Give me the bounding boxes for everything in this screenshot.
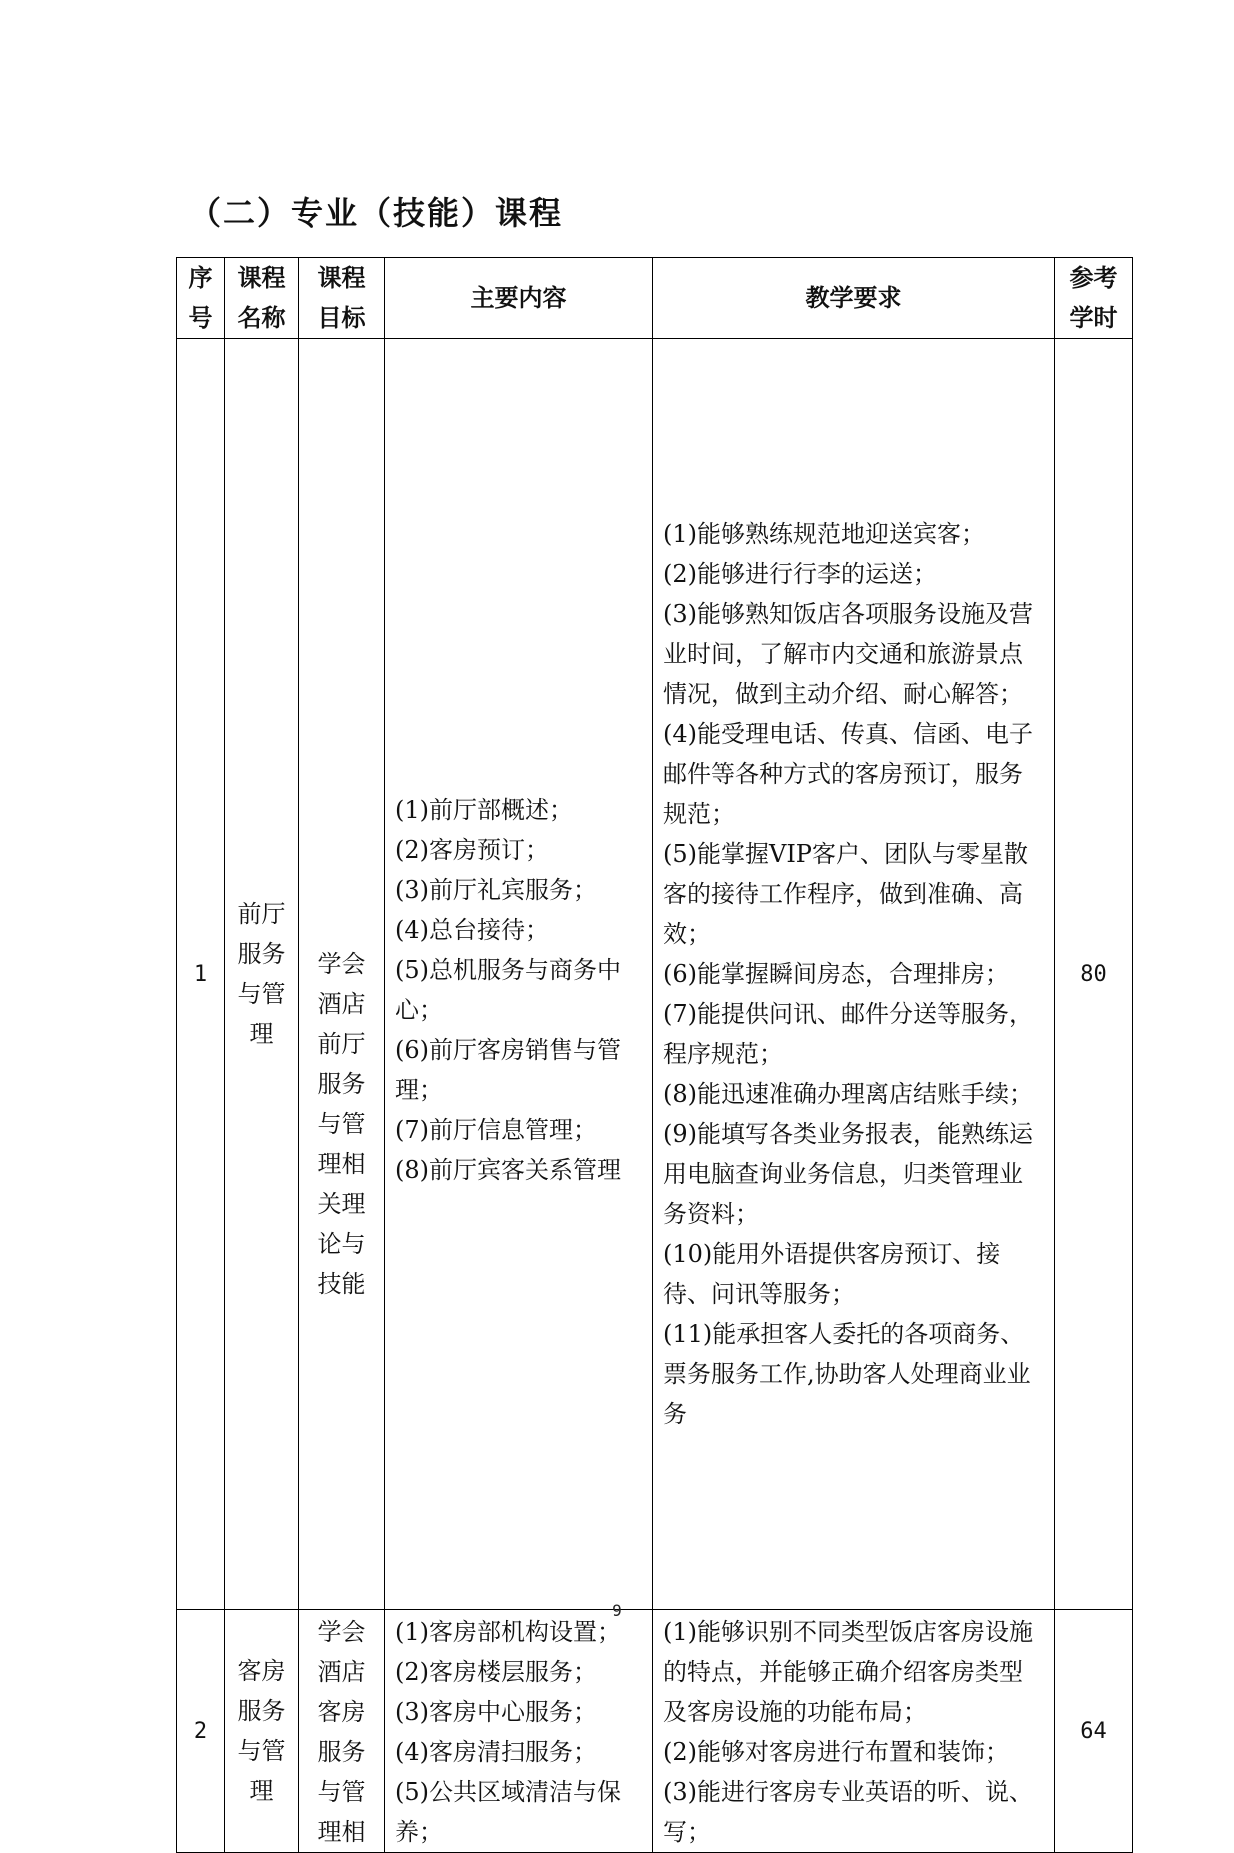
row-hours-value: 64 bbox=[1080, 1719, 1107, 1744]
list-item: (5)能掌握VIP客户、团队与零星散客的接待工作程序，做到准确、高效； bbox=[663, 840, 1028, 948]
list-item: (2)能够对客房进行布置和装饰； bbox=[663, 1738, 1009, 1766]
list-item: (7)能提供问讯、邮件分送等服务，程序规范； bbox=[663, 1000, 1033, 1068]
list-item: (3)能够熟知饭店各项服务设施及营业时间，了解市内交通和旅游景点情况，做到主动介绍、耐心解答； bbox=[663, 600, 1033, 708]
header-hours-label: 参考学时 bbox=[1069, 264, 1118, 332]
row-seq-value: 2 bbox=[193, 1719, 208, 1744]
header-requirements-label: 教学要求 bbox=[805, 284, 902, 312]
course-goal-text: 学会酒店客房服务与管理相 bbox=[317, 1618, 366, 1846]
list-item: (4)客房清扫服务； bbox=[395, 1738, 597, 1766]
list-item: (9)能填写各类业务报表，能熟练运用电脑查询业务信息，归类管理业务资料； bbox=[663, 1120, 1033, 1228]
row-course-goal bbox=[299, 339, 385, 1610]
list-item: (2)能够进行行李的运送； bbox=[663, 560, 937, 588]
list-item: (2)客房预订； bbox=[395, 836, 549, 864]
row-main-content bbox=[385, 1610, 653, 1853]
list-item: (5)公共区域清洁与保养； bbox=[395, 1778, 621, 1846]
header-seq-label: 序号 bbox=[188, 264, 213, 332]
row-seq-value: 1 bbox=[193, 962, 208, 987]
list-item: (4)总台接待； bbox=[395, 916, 549, 944]
row-seq bbox=[177, 339, 225, 1610]
list-item: (10)能用外语提供客房预订、接待、问讯等服务； bbox=[663, 1240, 1001, 1308]
list-item: (3)前厅礼宾服务； bbox=[395, 876, 597, 904]
list-item: (1)客房部机构设置； bbox=[395, 1618, 621, 1646]
table-row bbox=[177, 1610, 1133, 1853]
row-requirements bbox=[653, 1610, 1055, 1853]
row-hours bbox=[1055, 339, 1133, 1610]
table-header-row bbox=[177, 258, 1133, 339]
list-item: (6)前厅客房销售与管理； bbox=[395, 1036, 621, 1104]
list-item: (7)前厅信息管理； bbox=[395, 1116, 597, 1144]
list-item: (1)能够识别不同类型饭店客房设施的特点，并能够正确介绍客房类型及客房设施的功能布局； bbox=[663, 1618, 1033, 1726]
course-name-text: 客房服务与管理 bbox=[237, 1657, 286, 1805]
row-main-content bbox=[385, 339, 653, 1610]
list-item: (1)前厅部概述； bbox=[395, 796, 573, 824]
list-item: (3)能进行客房专业英语的听、说、写； bbox=[663, 1778, 1033, 1846]
row-course-name bbox=[225, 1610, 299, 1853]
header-requirements bbox=[653, 258, 1055, 339]
content-list bbox=[385, 1612, 652, 1852]
list-item: (11)能承担客人委托的各项商务、票务服务工作,协助客人处理商业业务 bbox=[663, 1320, 1031, 1428]
list-item: (6)能掌握瞬间房态，合理排房； bbox=[663, 960, 1009, 988]
row-requirements bbox=[653, 339, 1055, 1610]
header-content-label: 主要内容 bbox=[470, 284, 567, 312]
list-item: (4)能受理电话、传真、信函、电子邮件等各种方式的客房预订，服务规范； bbox=[663, 720, 1033, 828]
table-row bbox=[177, 339, 1133, 1610]
header-content bbox=[385, 258, 653, 339]
requirements-list bbox=[653, 514, 1054, 1434]
course-goal-text: 学会酒店前厅服务与管理相关理论与技能 bbox=[317, 950, 366, 1298]
list-item: (2)客房楼层服务； bbox=[395, 1658, 597, 1686]
header-goal bbox=[299, 258, 385, 339]
list-item: (8)能迅速准确办理离店结账手续； bbox=[663, 1080, 1033, 1108]
content-list bbox=[385, 790, 652, 1190]
row-seq bbox=[177, 1610, 225, 1853]
row-hours bbox=[1055, 1610, 1133, 1853]
header-goal-label: 课程目标 bbox=[317, 264, 366, 332]
requirements-list bbox=[653, 1612, 1054, 1852]
row-course-name bbox=[225, 339, 299, 1610]
header-name-label: 课程名称 bbox=[237, 264, 286, 332]
header-hours bbox=[1055, 258, 1133, 339]
header-name bbox=[225, 258, 299, 339]
list-item: (3)客房中心服务； bbox=[395, 1698, 597, 1726]
list-item: (1)能够熟练规范地迎送宾客； bbox=[663, 520, 985, 548]
section-title: （二）专业（技能）课程 bbox=[189, 194, 564, 232]
row-course-goal bbox=[299, 1610, 385, 1853]
row-hours-value: 80 bbox=[1080, 962, 1107, 987]
list-item: (8)前厅宾客关系管理 bbox=[395, 1156, 621, 1184]
page-number: 9 bbox=[612, 1601, 622, 1620]
course-name-text: 前厅服务与管理 bbox=[237, 900, 286, 1048]
list-item: (5)总机服务与商务中心； bbox=[395, 956, 621, 1024]
header-seq bbox=[177, 258, 225, 339]
